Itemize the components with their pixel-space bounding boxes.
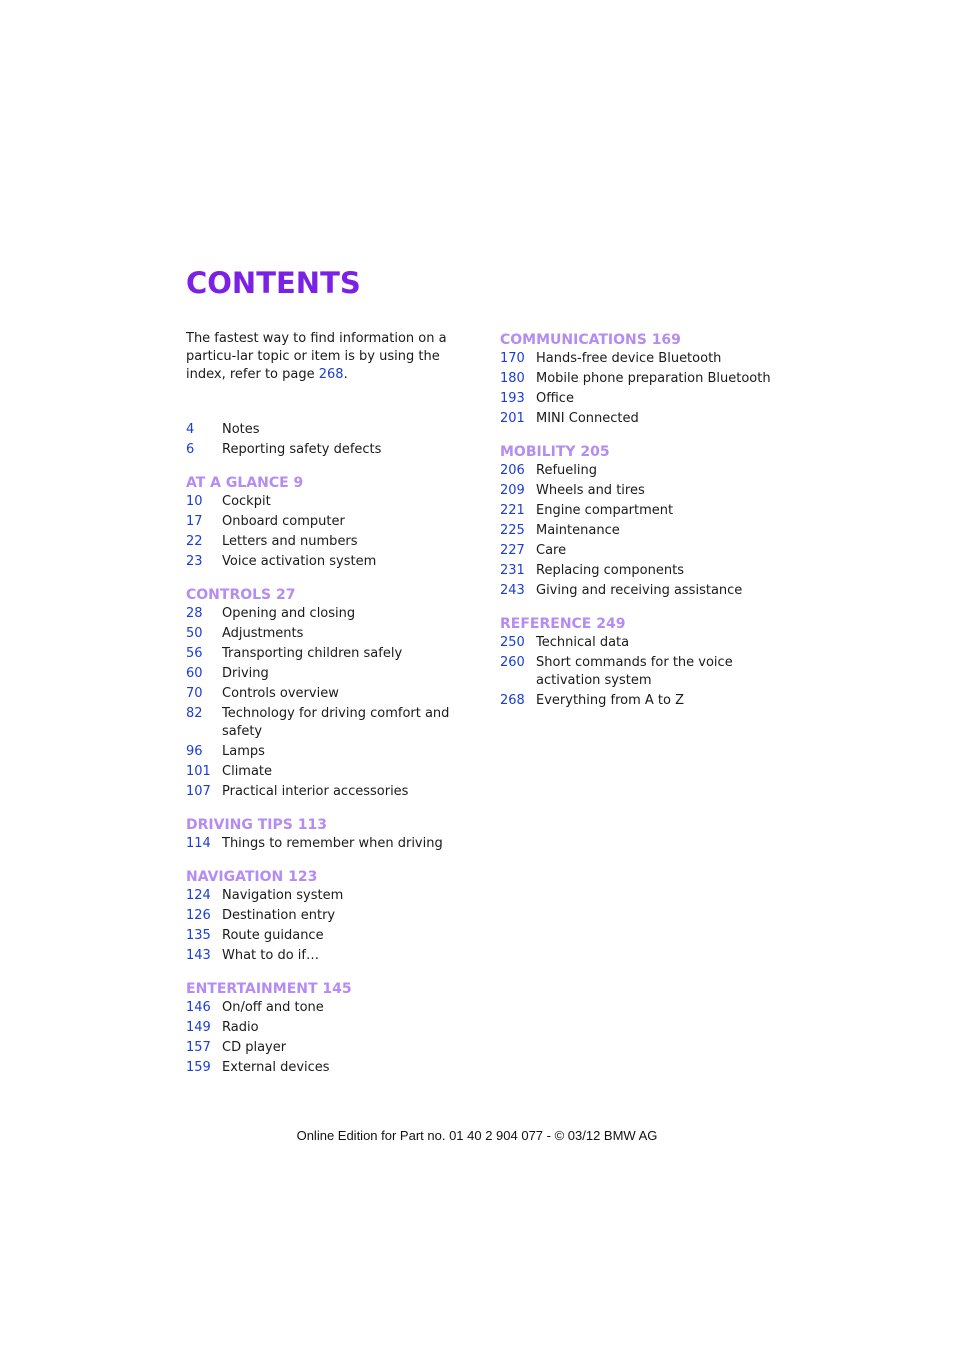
toc-entry[interactable] — [500, 582, 800, 600]
entry-page-number[interactable]: 206 — [500, 463, 525, 478]
toc-entry[interactable] — [186, 553, 486, 571]
section-heading[interactable]: NAVIGATION 123 — [186, 869, 318, 885]
entry-page-number[interactable]: 6 — [186, 442, 195, 457]
entry-title: Technology for driving comfort and safety — [222, 706, 450, 739]
right-sections — [500, 331, 800, 710]
entry-page-number[interactable]: 50 — [186, 626, 203, 641]
entry-title: On/off and tone — [222, 1000, 324, 1015]
entry-page-number[interactable]: 114 — [186, 836, 211, 851]
entry-page-number[interactable]: 227 — [500, 543, 525, 558]
entry-page-number[interactable]: 60 — [186, 666, 203, 681]
toc-entry[interactable] — [186, 947, 486, 965]
toc-section — [186, 816, 486, 853]
toc-entry[interactable] — [186, 1039, 486, 1057]
entry-page-number[interactable]: 124 — [186, 888, 211, 903]
entry-page-number[interactable]: 170 — [500, 351, 525, 366]
toc-entry[interactable] — [186, 441, 486, 459]
index-page-link[interactable]: 268 — [318, 367, 344, 382]
toc-entry[interactable] — [186, 783, 486, 801]
entry-title: Technical data — [536, 635, 630, 650]
toc-entry[interactable] — [186, 743, 486, 761]
entry-page-number[interactable]: 157 — [186, 1040, 211, 1055]
entry-title: Notes — [222, 422, 260, 437]
intro-paragraph — [186, 330, 478, 384]
toc-entry[interactable] — [186, 685, 486, 703]
entry-title: Radio — [222, 1020, 259, 1035]
toc-entry[interactable] — [186, 493, 486, 511]
entry-title: External devices — [222, 1060, 330, 1075]
toc-section — [500, 331, 800, 428]
entry-page-number[interactable]: 56 — [186, 646, 203, 661]
contents-column-right — [500, 331, 800, 725]
toc-entry[interactable] — [500, 522, 800, 540]
entry-title: Wheels and tires — [536, 483, 645, 498]
footer-edition-note: Online Edition for Part no. 01 40 2 904 077 - © 03/12 BMW AG — [296, 1128, 658, 1143]
entry-page-number[interactable]: 107 — [186, 784, 211, 799]
toc-section — [186, 868, 486, 965]
toc-entry[interactable] — [186, 907, 486, 925]
entry-title: Transporting children safely — [222, 646, 403, 661]
entry-page-number[interactable]: 159 — [186, 1060, 211, 1075]
entry-title: Letters and numbers — [222, 534, 358, 549]
section-heading[interactable]: AT A GLANCE 9 — [186, 475, 304, 491]
entry-title: Driving — [222, 666, 269, 681]
entry-page-number[interactable]: 193 — [500, 391, 525, 406]
entry-title: Reporting safety defects — [222, 442, 382, 457]
entry-title: Hands-free device Bluetooth — [536, 351, 722, 366]
toc-entry[interactable] — [500, 542, 800, 560]
entry-title: Opening and closing — [222, 606, 356, 621]
entry-title: Engine compartment — [536, 503, 674, 518]
entry-page-number[interactable]: 70 — [186, 686, 203, 701]
left-sections — [186, 421, 486, 1077]
entry-page-number[interactable]: 250 — [500, 635, 525, 650]
entry-page-number[interactable]: 146 — [186, 1000, 211, 1015]
section-heading[interactable]: COMMUNICATIONS 169 — [500, 332, 681, 348]
entry-page-number[interactable]: 101 — [186, 764, 211, 779]
entry-page-number[interactable]: 28 — [186, 606, 203, 621]
entry-title: Adjustments — [222, 626, 304, 641]
toc-entry[interactable] — [500, 482, 800, 500]
entry-title: Navigation system — [222, 888, 344, 903]
toc-section — [500, 615, 800, 710]
toc-section — [500, 443, 800, 600]
toc-section — [186, 980, 486, 1077]
entry-title: Everything from A to Z — [536, 693, 685, 708]
entry-page-number[interactable]: 23 — [186, 554, 203, 569]
entry-page-number[interactable]: 268 — [500, 693, 525, 708]
toc-entry[interactable] — [186, 763, 486, 781]
entry-title: CD player — [222, 1040, 287, 1055]
entry-title: Mobile phone preparation Bluetooth — [536, 371, 771, 386]
entry-title: Things to remember when driving — [222, 836, 443, 851]
toc-entry[interactable] — [186, 1019, 486, 1037]
toc-entry[interactable] — [186, 625, 486, 643]
section-heading[interactable]: CONTROLS 27 — [186, 587, 296, 603]
toc-entry[interactable] — [500, 654, 800, 690]
toc-entry[interactable] — [186, 513, 486, 531]
entry-title: Climate — [222, 764, 273, 779]
toc-entry[interactable] — [186, 705, 486, 741]
intro-text: The fastest way to find information on a particu-lar topic or item is by using the index, refer to page — [186, 331, 447, 382]
entry-title: Care — [536, 543, 567, 558]
intro-end: . — [343, 367, 348, 382]
entry-title: Destination entry — [222, 908, 336, 923]
entry-page-number[interactable]: 4 — [186, 422, 195, 437]
entry-title: Route guidance — [222, 928, 324, 943]
entry-title: Voice activation system — [222, 554, 377, 569]
toc-entry[interactable] — [186, 421, 486, 439]
toc-entry[interactable] — [500, 390, 800, 408]
entry-title: Onboard computer — [222, 514, 345, 529]
entry-title: Office — [536, 391, 574, 406]
toc-entry[interactable] — [186, 927, 486, 945]
entry-page-number[interactable]: 201 — [500, 411, 525, 426]
entry-page-number[interactable]: 82 — [186, 706, 203, 721]
entry-title: Refueling — [536, 463, 597, 478]
entry-page-number[interactable]: 143 — [186, 948, 211, 963]
entry-title: Practical interior accessories — [222, 784, 409, 799]
contents-column-left — [186, 330, 486, 1092]
toc-entry[interactable] — [500, 502, 800, 520]
section-heading[interactable]: REFERENCE 249 — [500, 616, 626, 632]
section-heading[interactable]: DRIVING TIPS 113 — [186, 817, 327, 833]
entry-page-number[interactable]: 126 — [186, 908, 211, 923]
section-heading[interactable]: ENTERTAINMENT 145 — [186, 981, 352, 997]
toc-entry[interactable] — [186, 605, 486, 623]
entry-title: Replacing components — [536, 563, 684, 578]
entry-title: Cockpit — [222, 494, 271, 509]
entry-page-number[interactable]: 231 — [500, 563, 525, 578]
toc-entry[interactable] — [500, 692, 800, 710]
toc-entry[interactable] — [500, 562, 800, 580]
entry-page-number[interactable]: 260 — [500, 655, 525, 670]
section-heading[interactable]: MOBILITY 205 — [500, 444, 610, 460]
toc-section — [186, 474, 486, 571]
toc-section — [186, 421, 486, 459]
entry-title: Short commands for the voice activation system — [536, 655, 733, 688]
toc-entry[interactable] — [500, 370, 800, 388]
toc-entry[interactable] — [500, 350, 800, 368]
entry-page-number[interactable]: 225 — [500, 523, 525, 538]
entry-page-number[interactable]: 243 — [500, 583, 525, 598]
toc-entry[interactable] — [186, 665, 486, 683]
entry-page-number[interactable]: 149 — [186, 1020, 211, 1035]
entry-page-number[interactable]: 180 — [500, 371, 525, 386]
entry-page-number[interactable]: 22 — [186, 534, 203, 549]
entry-title: Maintenance — [536, 523, 620, 538]
entry-title: What to do if… — [222, 948, 319, 963]
toc-entry[interactable] — [186, 533, 486, 551]
entry-page-number[interactable]: 96 — [186, 744, 203, 759]
toc-entry[interactable] — [500, 634, 800, 652]
toc-entry[interactable] — [500, 410, 800, 428]
entry-title: Lamps — [222, 744, 265, 759]
page-title: CONTENTS — [186, 266, 361, 300]
entry-title: Controls overview — [222, 686, 339, 701]
entry-page-number[interactable]: 209 — [500, 483, 525, 498]
toc-section — [186, 586, 486, 801]
entry-title: Giving and receiving assistance — [536, 583, 743, 598]
entry-page-number[interactable]: 10 — [186, 494, 203, 509]
entry-page-number[interactable]: 221 — [500, 503, 525, 518]
entry-title: MINI Connected — [536, 411, 639, 426]
toc-entry[interactable] — [186, 835, 486, 853]
toc-entry[interactable] — [186, 999, 486, 1017]
toc-entry[interactable] — [186, 645, 486, 663]
toc-entry[interactable] — [186, 1059, 486, 1077]
toc-entry[interactable] — [500, 462, 800, 480]
toc-entry[interactable] — [186, 887, 486, 905]
entry-page-number[interactable]: 17 — [186, 514, 203, 529]
entry-page-number[interactable]: 135 — [186, 928, 211, 943]
